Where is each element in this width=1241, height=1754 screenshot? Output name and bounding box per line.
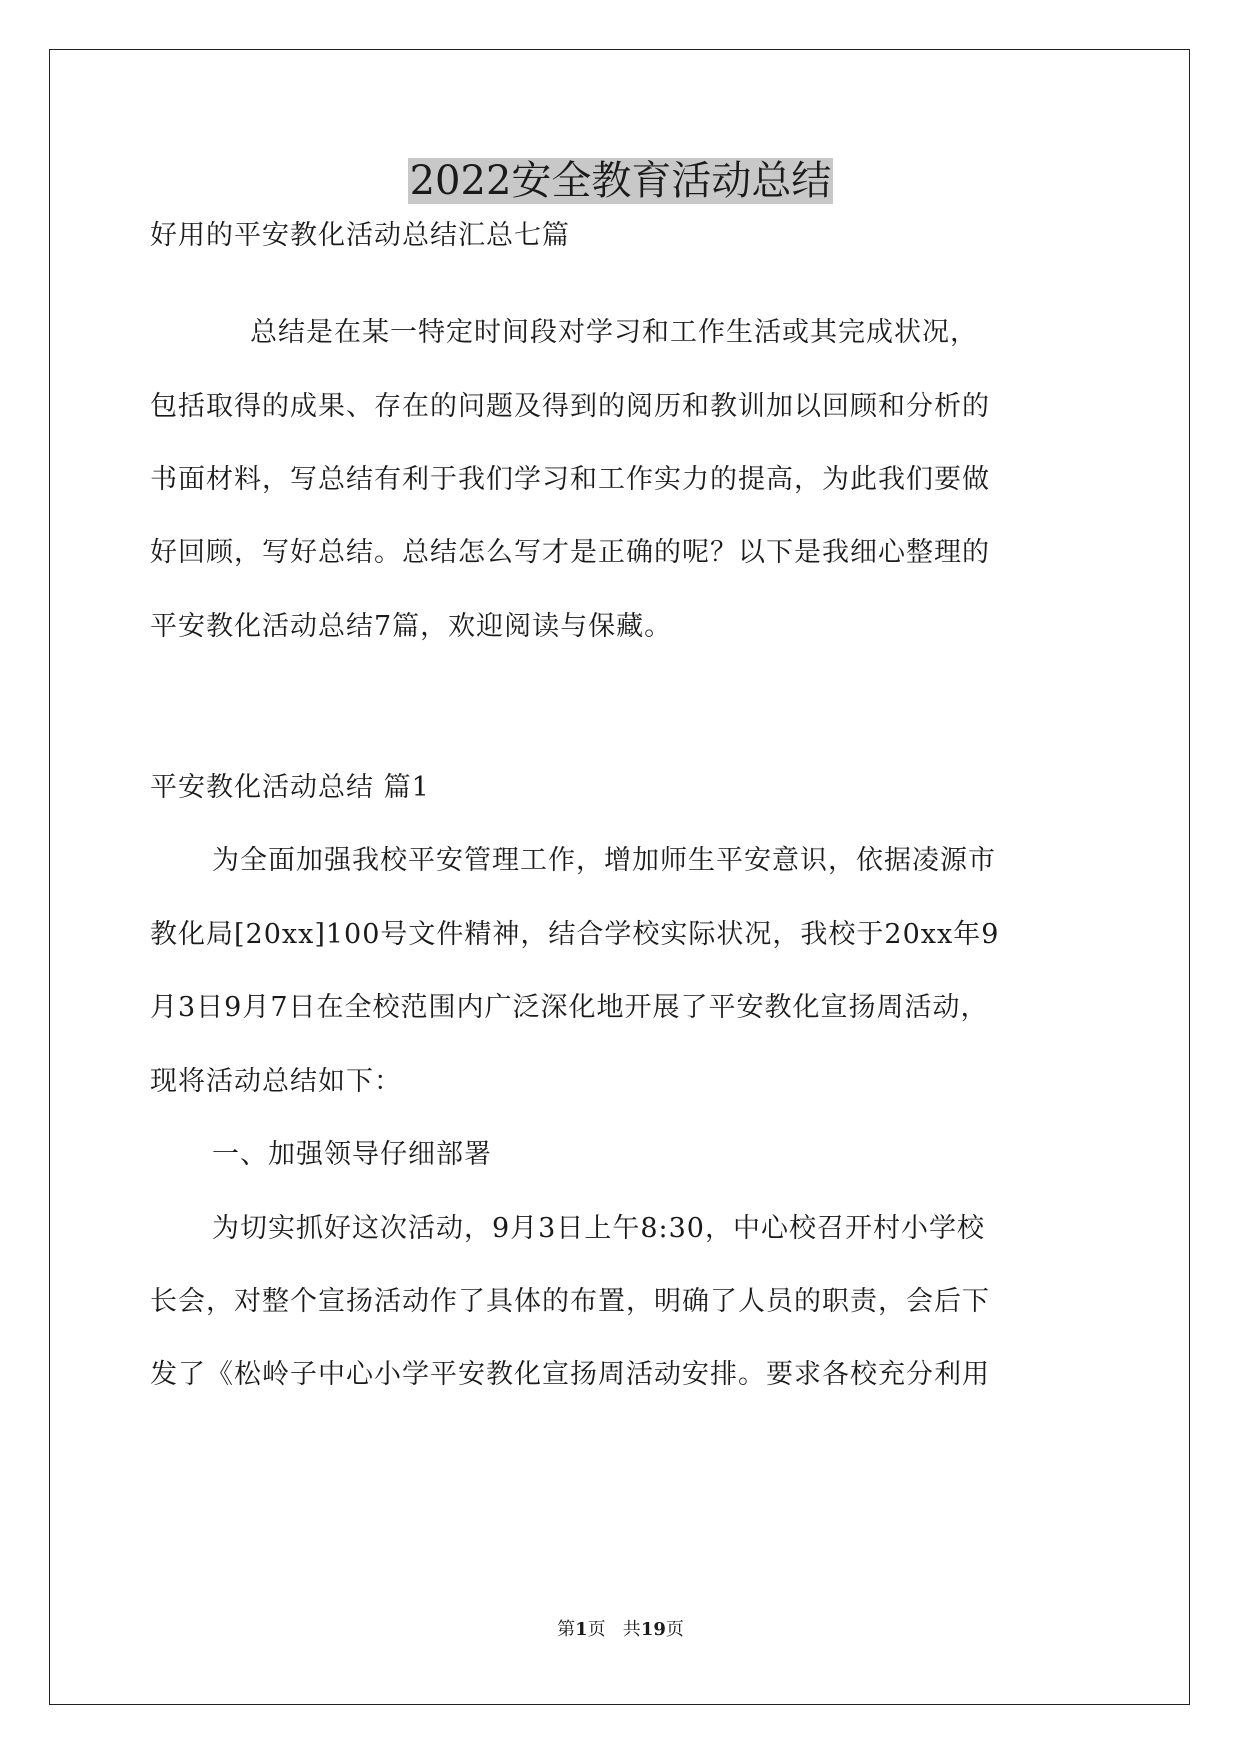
intro-line: 好回顾，写好总结。总结怎么写才是正确的呢？以下是我细心整理的	[150, 537, 990, 568]
subheading: 一、加强领导仔细部署	[212, 1139, 492, 1170]
document-title	[0, 153, 1241, 209]
paragraph-line: 为全面加强我校平安管理工作，增加师生平安意识，依据凌源市	[212, 845, 996, 876]
footer-current-page: 1	[575, 1619, 588, 1640]
page-footer	[0, 1618, 1241, 1642]
paragraph-line: 发了《松岭子中心小学平安教化宣扬周活动安排。要求各校充分利用	[150, 1359, 990, 1390]
intro-line: 总结是在某一特定时间段对学习和工作生活或其完成状况，	[250, 317, 978, 348]
intro-line: 包括取得的成果、存在的问题及得到的阅历和教训加以回顾和分析的	[150, 391, 990, 422]
paragraph-line: 现将活动总结如下：	[150, 1066, 402, 1097]
footer-total-pages: 19	[640, 1619, 666, 1640]
paragraph-line: 月3日9月7日在全校范围内广泛深化地开展了平安教化宣扬周活动，	[150, 992, 989, 1023]
paragraph-line: 为切实抓好这次活动，9月3日上午8:30，中心校召开村小学校	[212, 1213, 985, 1244]
document-subtitle: 好用的平安教化活动总结汇总七篇	[150, 220, 570, 251]
intro-line: 书面材料，写总结有利于我们学习和工作实力的提高，为此我们要做	[150, 464, 990, 495]
footer-text: 第	[557, 1619, 576, 1640]
footer-text: 页	[665, 1619, 684, 1640]
intro-line: 平安教化活动总结7篇，欢迎阅读与保藏。	[150, 611, 673, 642]
section-heading: 平安教化活动总结 篇1	[150, 772, 430, 803]
footer-text: 页 共	[587, 1619, 641, 1640]
paragraph-line: 教化局[20xx]100号文件精神，结合学校实际状况，我校于20xx年9	[150, 919, 1000, 950]
document-title-text: 2022安全教育活动总结	[409, 158, 832, 204]
paragraph-line: 长会，对整个宣扬活动作了具体的布置，明确了人员的职责，会后下	[150, 1286, 990, 1317]
